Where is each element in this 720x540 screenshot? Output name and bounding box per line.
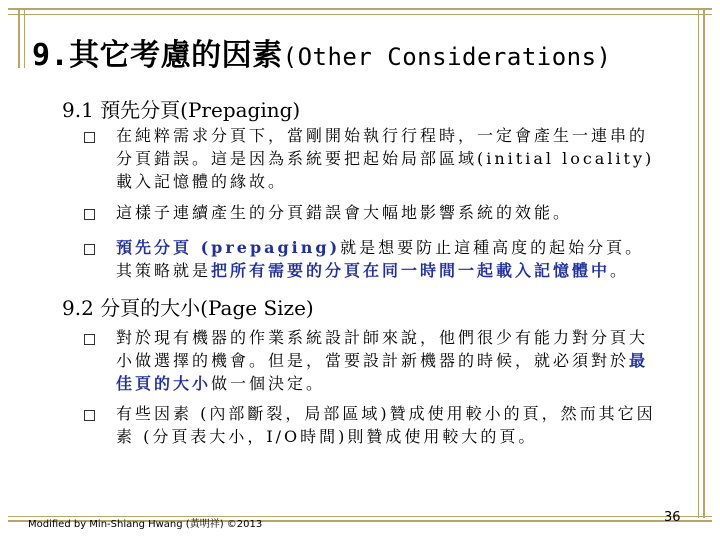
frame-right-rule (698, 8, 705, 518)
frame-top-rule (8, 8, 712, 15)
frame-left-rule (18, 8, 25, 68)
bullet-text: 就是想要防止這種高度的起始分頁。其策略就是 (116, 238, 645, 280)
prepaging-bullet-1 (116, 124, 662, 193)
bullet-text: 對於現有機器的作業系統設計師來說，他們很少有能力對分頁大小做選擇的機會。但是，當要設計新機器的時候，就必須對於 (116, 328, 649, 370)
bullet-text: 這樣子連續產生的分頁錯誤會大幅地影響系統的效能。 (116, 203, 573, 222)
footer-credit: Modified by Min-Shiang Hwang (黃明祥) ©2013 (28, 519, 263, 530)
bullet-square-icon (84, 128, 100, 144)
bullet-text: 有些因素 (內部斷裂，局部區域)贊成使用較小的頁，然而其它因素 (分頁表大小，I/O時間)則贊成使用較大的頁。 (116, 404, 656, 446)
page-number: 36 (664, 510, 681, 525)
bullet-text: 做一個決定。 (211, 374, 326, 393)
highlight-text: 把所有需要的分頁在同一時間一起載入記憶體中 (211, 261, 611, 280)
bullet-square-icon (84, 205, 100, 221)
section-heading-prepaging: 9.1 預先分頁(Prepaging) (62, 98, 301, 122)
bullet-text: 。 (610, 261, 630, 280)
highlight-text: 預先分頁 (prepaging) (116, 238, 341, 257)
bullet-square-icon (84, 240, 100, 256)
bullet-square-icon (84, 406, 100, 422)
prepaging-bullet-2 (116, 201, 662, 224)
prepaging-bullet-3 (116, 236, 662, 282)
slide-title-main: 9.其它考慮的因素 (32, 38, 283, 73)
highlight-text: 最佳頁的大小 (116, 351, 649, 393)
page-size-bullet-1 (116, 326, 662, 395)
slide-title-english: (Other Considerations) (282, 43, 612, 71)
page-size-bullet-2 (116, 402, 662, 448)
bullet-text: 在純粹需求分頁下，當剛開始執行行程時，一定會產生一連串的分頁錯誤。這是因為系統要把起始局部區域(initial locality)載入記憶體的緣故。 (116, 126, 655, 191)
bullet-square-icon (84, 330, 100, 346)
slide-title (32, 30, 692, 74)
section-heading-page-size: 9.2 分頁的大小(Page Size) (62, 296, 314, 320)
